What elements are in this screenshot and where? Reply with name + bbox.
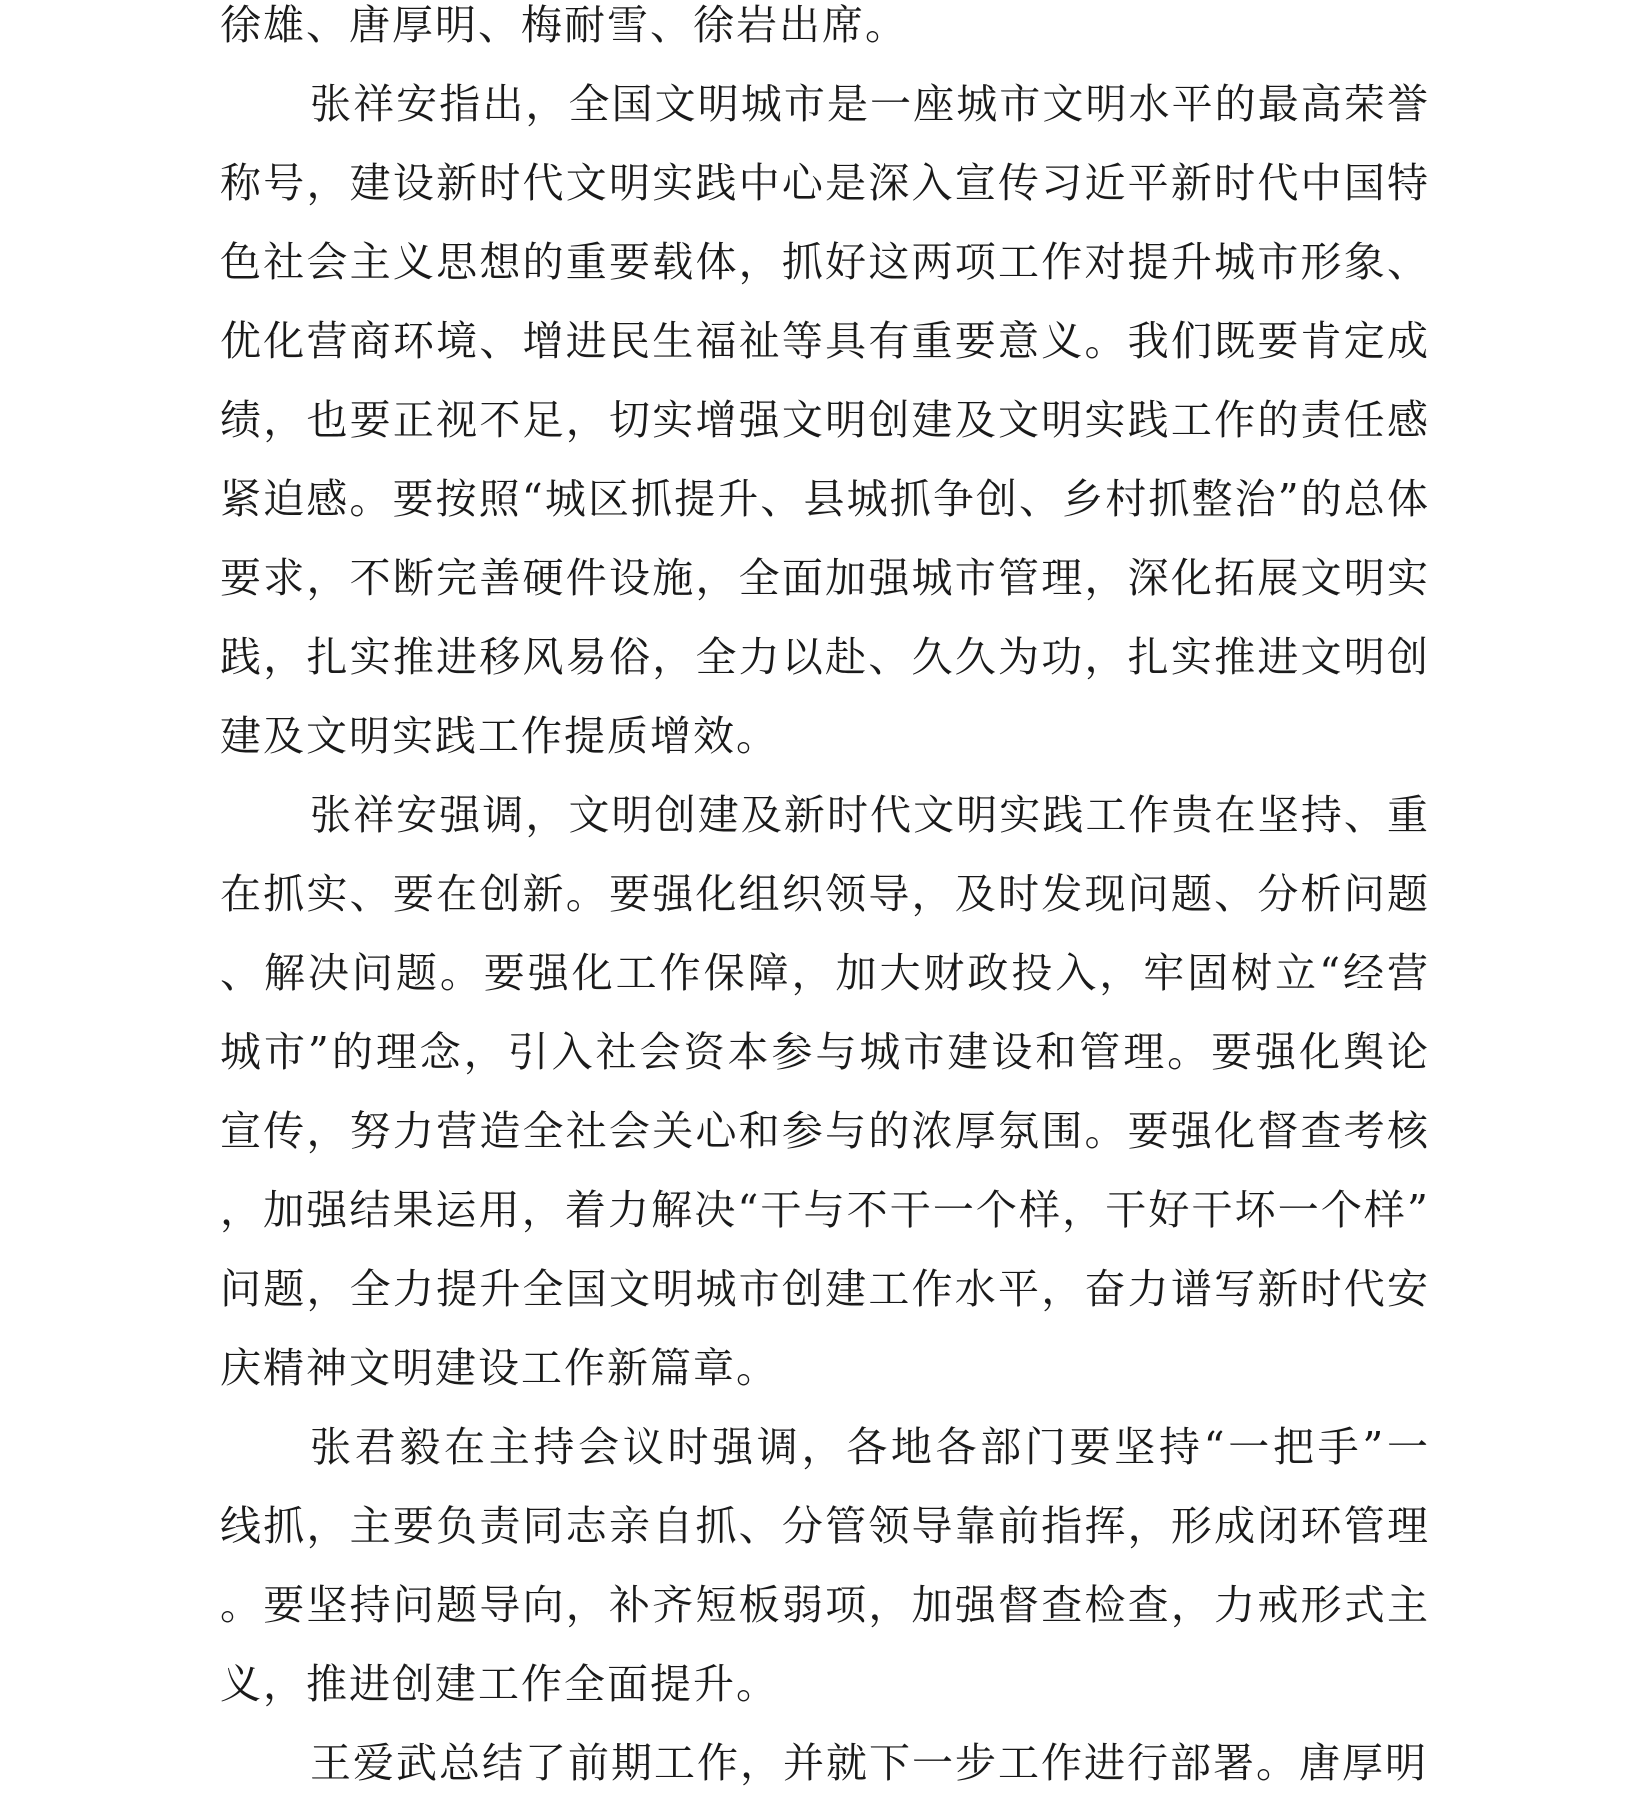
- paragraph-meeting-chair-remarks: 张君毅在主持会议时强调，各地各部门要坚持“一把手”一线抓，主要负责同志亲自抓、分管领导靠前指挥，形成闭环管理。要坚持问题导向，补齐短板弱项，加强督查检查，力戒形式主义，推进创建工作全面提升。: [220, 1423, 1430, 1708]
- article-body: [220, 0, 1430, 1803]
- paragraph-work-requirements: 张祥安强调，文明创建及新时代文明实践工作贵在坚持、重在抓实、要在创新。要强化组织领导，及时发现问题、分析问题、解决问题。要强化工作保障，加大财政投入，牢固树立“经营城市”的理念，引入社会资本参与城市建设和管理。要强化舆论宣传，努力营造全社会关心和参与的浓厚氛围。要强化督查考核，加强结果运用，着力解决“干与不干一个样，干好干坏一个样”问题，全力提升全国文明城市创建工作水平，奋力谱写新时代安庆精神文明建设工作新篇章。: [220, 791, 1430, 1392]
- paragraph-work-summary: 王爱武总结了前期工作，并就下一步工作进行部署。唐厚明: [310, 1739, 1428, 1787]
- paragraph-attendees: 徐雄、唐厚明、梅耐雪、徐岩出席。: [220, 1, 908, 49]
- paragraph-civilization-significance: 张祥安指出，全国文明城市是一座城市文明水平的最高荣誉称号，建设新时代文明实践中心是深入宣传习近平新时代中国特色社会主义思想的重要载体，抓好这两项工作对提升城市形象、优化营商环境、增进民生福祉等具有重要意义。我们既要肯定成绩，也要正视不足，切实增强文明创建及文明实践工作的责任感紧迫感。要按照“城区抓提升、县城抓争创、乡村抓整治”的总体要求，不断完善硬件设施，全面加强城市管理，深化拓展文明实践，扎实推进移风易俗，全力以赴、久久为功，扎实推进文明创建及文明实践工作提质增效。: [220, 80, 1430, 760]
